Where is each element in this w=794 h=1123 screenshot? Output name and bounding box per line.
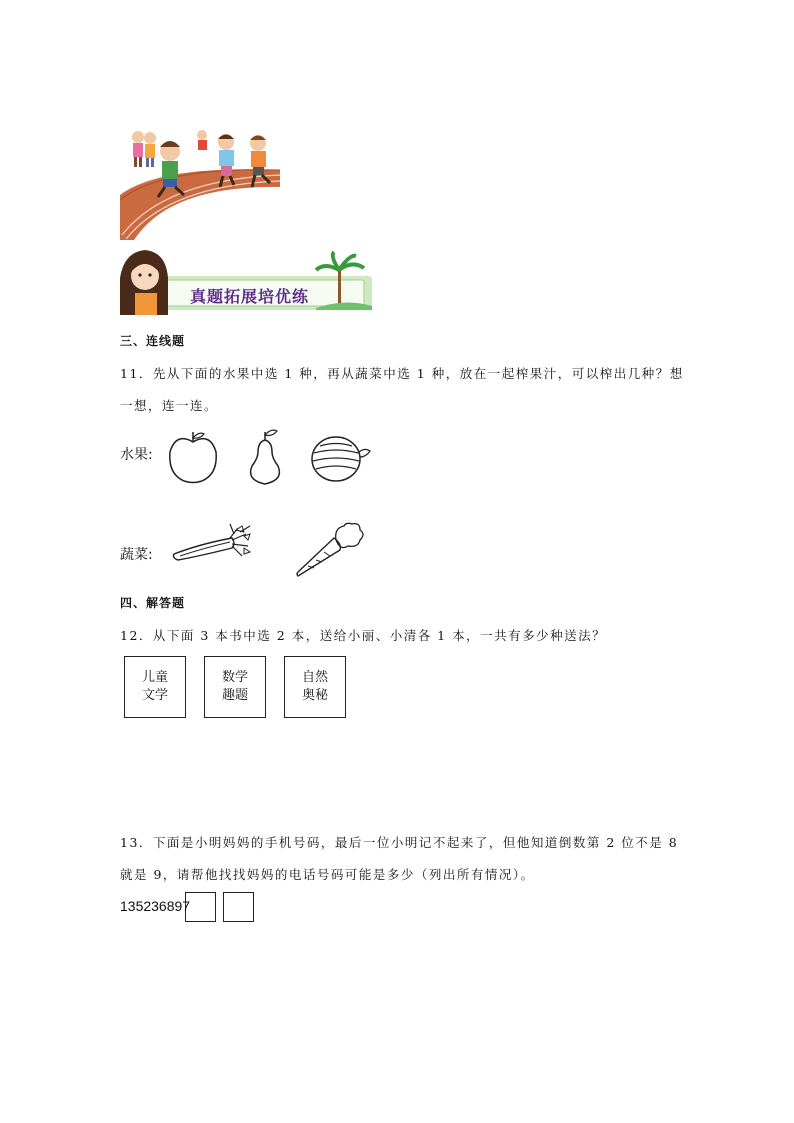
watermelon-icon — [310, 431, 372, 485]
question-12-text: 12．从下面 3 本书中选 2 本，送给小丽、小清各 1 本，一共有多少种送法？ — [120, 628, 607, 643]
question-11-line2: 一想，连一连。 — [120, 398, 219, 413]
section-three-heading: 三、连线题 — [120, 334, 186, 348]
question-13-line1: 13．下面是小明妈妈的手机号码，最后一位小明记不起来了，但他知道倒数第 2 位不是 8 — [120, 835, 679, 850]
running-kids-illustration — [120, 125, 280, 240]
book-title-line2: 文学 — [141, 688, 168, 703]
book-childrens-literature — [124, 656, 186, 718]
book-title-line2: 趣题 — [221, 688, 248, 703]
vegetable-label: 蔬菜: — [120, 547, 153, 563]
question-11-line1: 11．先从下面的水果中选 1 种，再从蔬菜中选 1 种，放在一起榨果汁，可以榨出几种？想 — [120, 366, 684, 381]
digit-box-second-last — [185, 892, 216, 922]
book-title-line1: 儿童 — [141, 670, 168, 685]
question-13-line2: 就是 9，请帮他找找妈妈的电话号码可能是多少（列出所有情况）。 — [120, 867, 535, 882]
section-banner — [120, 248, 375, 315]
carrot-icon — [294, 520, 366, 578]
section-four-heading: 四、解答题 — [120, 596, 186, 610]
book-nature-mysteries — [284, 656, 346, 718]
digit-box-last — [223, 892, 254, 922]
book-title-line1: 数学 — [221, 670, 248, 685]
banner-title: 真题拓展培优练 — [190, 287, 310, 306]
phone-number-prefix: 135236897 — [120, 898, 191, 914]
pear-icon — [244, 428, 286, 486]
celery-icon — [170, 522, 254, 566]
apple-icon — [166, 430, 220, 484]
book-title-line1: 自然 — [301, 670, 328, 685]
fruit-label: 水果: — [120, 447, 153, 463]
book-title-line2: 奥秘 — [301, 688, 328, 703]
book-math-puzzles — [204, 656, 266, 718]
